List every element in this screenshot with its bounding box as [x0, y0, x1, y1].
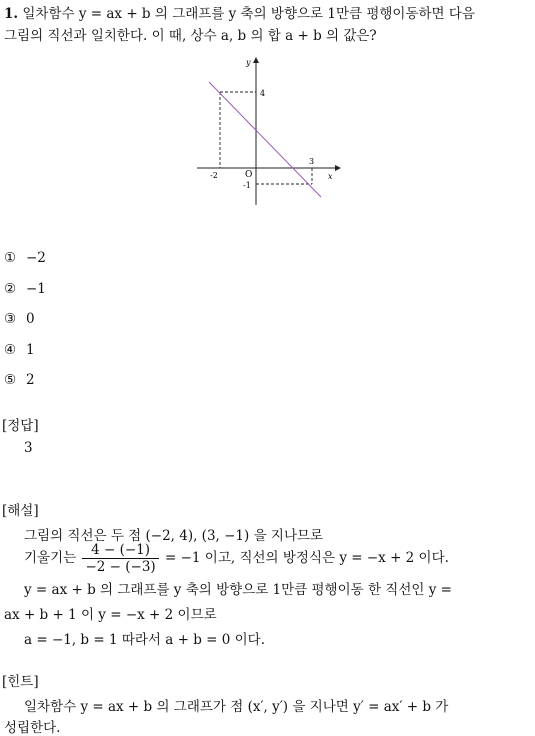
slope-fraction: [82, 542, 158, 575]
y-axis-arrow-icon: [253, 57, 259, 63]
slope-suffix: = −1 이고, 직선의 방정식은 y = −x + 2 이다.: [165, 550, 449, 566]
graph-line: [209, 82, 321, 197]
x-axis-arrow-icon: [335, 165, 341, 171]
fraction-numerator: 4 − (−1): [82, 542, 158, 559]
question-text-2: 그림의 직선과 일치한다. 이 때, 상수 a, b 의 합 a + b 의 값은?: [4, 28, 377, 44]
question-line-1: [4, 2, 475, 22]
choice-4[interactable]: [4, 342, 35, 358]
solution-line-4: ax + b + 1 이 y = −x + 2 이므로: [4, 607, 217, 623]
choice-value: −1: [26, 281, 46, 297]
label-4: 4: [260, 89, 266, 98]
choice-marker: ⑤: [4, 372, 17, 388]
choice-5[interactable]: [4, 372, 35, 388]
hint-line-2: 성립한다.: [4, 720, 61, 736]
label-neg1: -1: [243, 181, 251, 190]
choice-marker: ④: [4, 342, 17, 358]
answer-value: 3: [24, 440, 33, 456]
choice-2[interactable]: [4, 281, 46, 297]
label-3: 3: [309, 157, 315, 166]
fraction-denominator: −2 − (−3): [85, 559, 156, 575]
origin-label: O: [245, 170, 253, 180]
choice-value: 0: [26, 311, 35, 327]
x-axis-label: x: [328, 172, 333, 181]
y-axis-label: y: [246, 58, 251, 67]
choice-value: 2: [26, 372, 35, 388]
choice-3[interactable]: [4, 311, 35, 327]
choice-1[interactable]: [4, 250, 46, 266]
solution-line-3: y = ax + b 의 그래프를 y 축의 방향으로 1만큼 평행이동 한 직선인 y =: [24, 582, 452, 598]
hint-line-1: 일차함수 y = ax + b 의 그래프가 점 (x′, y′) 을 지나면 y′ = ax′ + b 가: [24, 699, 449, 715]
choice-value: −2: [26, 250, 46, 266]
answer-label: [정답]: [2, 418, 39, 434]
hint-label: [힌트]: [2, 674, 39, 690]
coordinate-graph: [195, 55, 345, 210]
solution-label: [해설]: [2, 503, 39, 519]
choice-value: 1: [26, 342, 35, 358]
question-number: 1.: [4, 6, 19, 22]
slope-prefix: 기울기는: [24, 550, 77, 566]
solution-line-1: 그림의 직선은 두 점 (−2, 4), (3, −1) 을 지나므로: [24, 528, 324, 544]
solution-line-5: a = −1, b = 1 따라서 a + b = 0 이다.: [24, 632, 265, 648]
label-neg2: -2: [210, 171, 218, 180]
choice-marker: ③: [4, 311, 17, 327]
question-text-1: 일차함수 y = ax + b 의 그래프를 y 축의 방향으로 1만큼 평행이동하면 다음: [22, 6, 475, 22]
solution-line-2: [24, 542, 449, 575]
choice-marker: ②: [4, 281, 17, 297]
choice-marker: ①: [4, 250, 17, 266]
